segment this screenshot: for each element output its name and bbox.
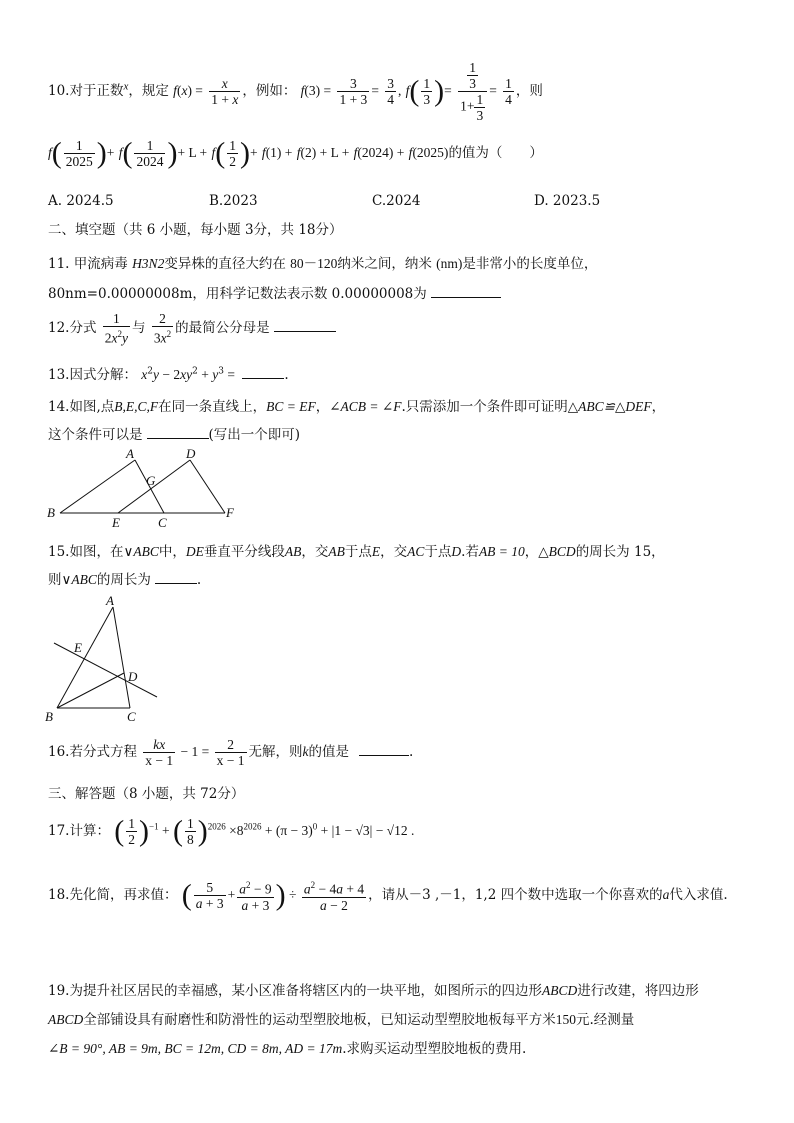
answer-blank[interactable] xyxy=(431,285,501,298)
q19-line3: ∠B = 90°, AB = 9m, BC = 12m, CD = 8m, AD = 17m.求购买运动型塑胶地板的费用. xyxy=(48,1041,527,1057)
section2-title: 二、填空题（共 6 小题，每小题 3分，共 18分） xyxy=(48,222,343,238)
figure-14-triangles xyxy=(40,445,250,530)
fig14-label-d: D xyxy=(186,446,196,461)
q10-choice-b: B.2023 xyxy=(209,193,258,209)
q12: 12.分式 $\frac{1}{2x^2y}$ 与 $\frac{2}{3x^2}$ 的最简公分母是 xyxy=(48,311,336,346)
section3-title: 三、解答题（8 小题，共 72分） xyxy=(48,786,245,802)
fig15-label-c: C xyxy=(127,709,136,724)
q10-choice-d: D. 2023.5 xyxy=(534,193,601,209)
q15-line2: 则∨ABC的周长为 . xyxy=(48,572,202,588)
fig15-label-b: B xyxy=(45,709,53,724)
answer-blank[interactable] xyxy=(274,319,336,332)
fig15-label-e: E xyxy=(74,640,82,655)
q11-line1: 11. 甲流病毒 H3N2变异株的直径大约在 80－120纳米之间，纳米 (nm)是非常小的长度单位， xyxy=(48,256,598,272)
fig15-label-d: D xyxy=(128,669,138,684)
q10-line1: 10.对于正数$^x$，规定 f(x) = $\frac{x}{1 + x}$ ，例如： f(3) = $\frac{3}{1 + 3}$ = $\frac{3}{4}$ , f( $\frac{1}{3}$ )= $\frac{1}{3}$ 1+ $\frac{1}{3}$ = $\frac{1}{4}$ ，则 xyxy=(48,60,543,123)
fig15-label-a: A xyxy=(106,593,114,608)
fig14-label-a: A xyxy=(126,446,134,461)
q10-prefix: 10.对于正数 xyxy=(48,83,124,99)
answer-blank[interactable] xyxy=(242,366,284,379)
q10-choice-c: C.2024 xyxy=(372,193,421,209)
q17: 17.计算： ( $\frac{1}{2}$ )$^{-1}$ + ( $\frac{1}{8}$ )$^{2026} \times 8^{2026} + (\pi - 3)^0 + |1 - √3| - √12$ . xyxy=(48,814,415,848)
q19-line1: 19.为提升社区居民的幸福感，某小区准备将辖区内的一块平地，如图所示的四边形ABCD进行改建，将四边形 xyxy=(48,983,699,999)
q14-line2: 这个条件可以是 (写出一个即可) xyxy=(48,427,301,443)
answer-blank[interactable] xyxy=(155,571,197,584)
q10-line2: f( $\frac{1}{2025}$ )+ f( $\frac{1}{2024}$ )+ L + f( $\frac{1}{2}$ )+ f(1) + f(2) + L + f(2024) + f(2025)的值为（ ） xyxy=(48,136,543,170)
fig14-label-b: B xyxy=(47,505,55,520)
answer-blank[interactable] xyxy=(147,426,209,439)
fig14-label-f: F xyxy=(226,505,234,520)
fraction: $\frac{x}{1 + x}$ xyxy=(211,76,239,107)
q15-line1: 15.如图，在∨ABC中，DE垂直平分线段AB，交AB于点E，交AC于点D.若AB = 10，△BCD的周长为 15， xyxy=(48,544,665,560)
q10-choice-a: A. 2024.5 xyxy=(48,193,114,209)
fig14-label-c: C xyxy=(158,515,167,530)
fig14-label-g: G xyxy=(146,473,156,488)
q14-line1: 14.如图,点B,E,C,F在同一条直线上，BC = EF，∠ACB = ∠F.只需添加一个条件即可证明△ABC≌△DEF， xyxy=(48,399,666,415)
q16: 16.若分式方程 $\frac{kx}{x - 1}$ − 1 = $\frac{2}{x - 1}$ 无解，则k的值是 . xyxy=(48,737,414,768)
q19-line2: ABCD全部铺设具有耐磨性和防滑性的运动型塑胶地板，已知运动型塑胶地板每平方米150元.经测量 xyxy=(48,1012,635,1028)
q11-line2: 80nm=0.00000008m，用科学记数法表示数 0.00000008为 xyxy=(48,282,501,302)
answer-blank[interactable] xyxy=(359,743,409,756)
q13: 13.因式分解： $x^2y - 2xy^2 + y^3$ = . xyxy=(48,366,289,383)
q18: 18.先化简，再求值： ( $\frac{5}{a + 3}$ + $\frac{a^2 - 9}{a + 3}$ ) ÷ $\frac{a^2 - 4a + 4}{a - 2}$ ，请从－3 ,－1，1,2 四个数中选取一个你喜欢的a代入求值. xyxy=(48,878,728,913)
figure-15-triangle xyxy=(40,590,170,730)
fig14-label-e: E xyxy=(112,515,120,530)
